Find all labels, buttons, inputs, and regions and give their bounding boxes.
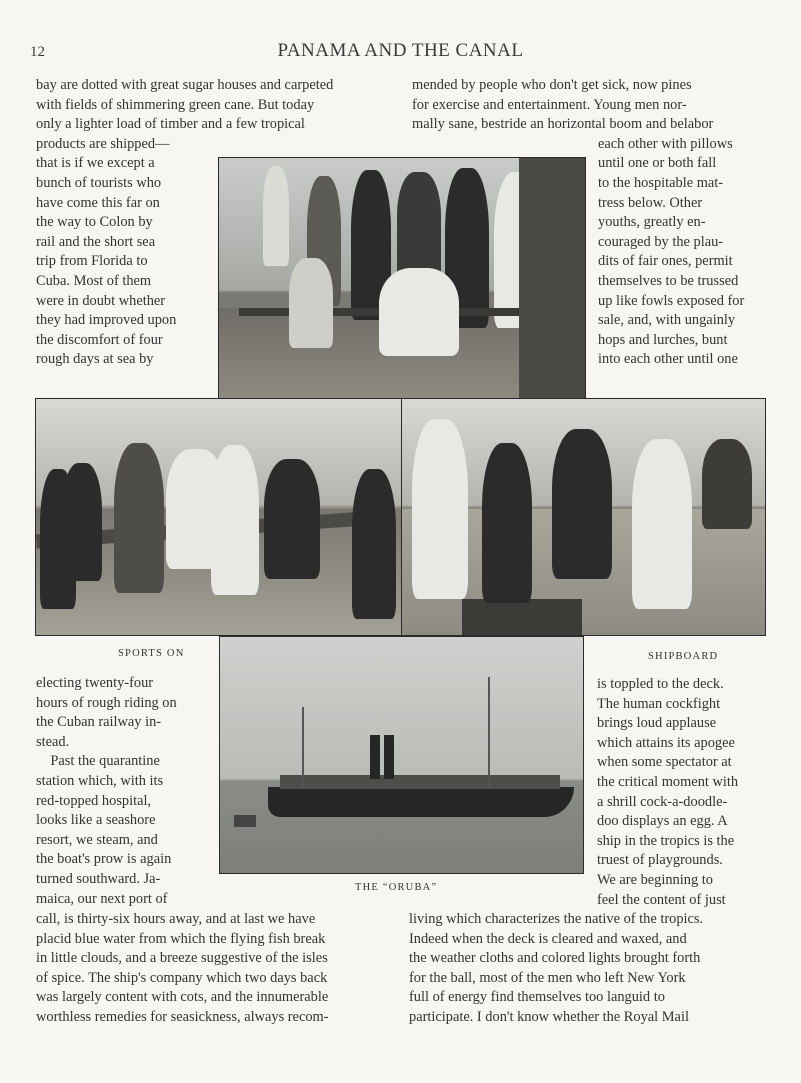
text-line: full of energy find themselves too languid to — [409, 989, 665, 1006]
text-column-left-bottom — [36, 910, 329, 1028]
page-number: 12 — [30, 44, 45, 60]
text-line: only a lighter load of timber and a few tropical — [36, 116, 305, 133]
text-line: of spice. The ship's company which two days back — [36, 969, 328, 986]
text-line: for the ball, most of the men who left New York — [409, 969, 686, 986]
text-line: We are beginning to — [597, 871, 713, 888]
text-line: rough days at sea by — [36, 351, 154, 368]
text-line: is toppled to the deck. — [597, 676, 724, 692]
text-line: the weather cloths and colored lights brought forth — [409, 950, 701, 967]
text-line: sale, and, with ungainly — [598, 312, 736, 329]
text-line: worthless remedies for seasickness, always recom- — [36, 1008, 329, 1025]
text-line: were in doubt whether — [36, 292, 166, 309]
text-line: electing twenty-four — [36, 675, 154, 691]
text-line: doo displays an egg. A — [597, 813, 728, 830]
text-line: to the hospitable mat- — [598, 174, 724, 191]
photo-trussed-contest — [35, 398, 403, 636]
text-line: themselves to be trussed — [598, 272, 739, 289]
text-column-right-top — [412, 76, 713, 135]
text-line: that is if we except a — [36, 155, 155, 172]
text-line: hops and lurches, bunt — [598, 331, 728, 348]
text-line: bunch of tourists who — [36, 174, 162, 191]
text-line: living which characterizes the native of the tropics. — [409, 911, 704, 927]
text-line: until one or both fall — [598, 155, 717, 172]
text-line: in little clouds, and a breeze suggestive of the isles — [36, 950, 328, 967]
text-line: participate. I don't know whether the Royal Mail — [409, 1008, 689, 1025]
text-line: each other with pillows — [598, 135, 733, 152]
text-line: Indeed when the deck is cleared and waxed, and — [409, 930, 687, 947]
text-line: products are shipped— — [36, 135, 170, 152]
text-line: tress below. Other — [598, 194, 703, 211]
caption-ship: THE “ORUBA” — [355, 882, 438, 893]
text-line: into each other until one — [598, 351, 738, 368]
text-line: hours of rough riding on — [36, 694, 177, 711]
text-line: truest of playgrounds. — [597, 852, 723, 869]
text-line: couraged by the plau- — [598, 233, 724, 250]
text-line: resort, we steam, and — [36, 831, 158, 848]
text-line: for exercise and entertainment. Young men nor- — [412, 96, 687, 113]
text-line: Cuba. Most of them — [36, 272, 152, 289]
text-line: which attains its apogee — [597, 734, 735, 751]
text-column-left-mid — [36, 674, 177, 909]
text-line: rail and the short sea — [36, 233, 156, 250]
text-column-right-bottom — [409, 910, 703, 1028]
photo-steamer-oruba — [219, 636, 584, 874]
text-column-right-mid — [597, 675, 738, 910]
text-line: up like fowls exposed for — [598, 292, 745, 309]
photo-deck-game — [401, 398, 766, 636]
text-line: placid blue water from which the flying fish break — [36, 930, 326, 947]
text-line: dits of fair ones, permit — [598, 253, 733, 270]
text-line: turned southward. Ja- — [36, 870, 161, 887]
text-column-right-narrow — [598, 135, 744, 370]
text-line: The human cockfight — [597, 695, 721, 712]
text-line: the critical moment with — [597, 773, 739, 790]
text-line: trip from Florida to — [36, 253, 148, 270]
text-line: with fields of shimmering green cane. But today — [36, 96, 315, 113]
text-line: the Cuban railway in- — [36, 714, 162, 731]
text-line: bay are dotted with great sugar houses and carpeted — [36, 77, 334, 93]
text-line: station which, with its — [36, 772, 164, 789]
text-line: feel the content of just — [597, 891, 726, 908]
running-head: PANAMA AND THE CANAL — [277, 40, 524, 61]
text-line: they had improved upon — [36, 312, 177, 329]
text-line: mended by people who don't get sick, now pines — [412, 77, 692, 93]
text-line: maica, our next port of — [36, 890, 168, 907]
text-line: mally sane, bestride an horizontal boom and belabor — [412, 116, 714, 133]
text-line: red-topped hospital, — [36, 792, 152, 809]
text-line: youths, greatly en- — [598, 214, 706, 231]
text-line: when some spectator at — [597, 754, 732, 771]
text-line: Past the quarantine — [36, 753, 160, 770]
caption-left: SPORTS ON — [118, 648, 185, 659]
caption-right: SHIPBOARD — [648, 651, 719, 662]
text-line: the boat's prow is again — [36, 851, 172, 868]
photo-pillow-fight — [218, 157, 586, 399]
text-line: the way to Colon by — [36, 214, 153, 231]
text-line: have come this far on — [36, 194, 160, 211]
text-line: was largely content with cots, and the innumerable — [36, 989, 329, 1006]
text-line: a shrill cock-a-doodle- — [597, 793, 728, 810]
text-line: the discomfort of four — [36, 331, 163, 348]
text-line: looks like a seashore — [36, 812, 156, 829]
text-line: brings loud applause — [597, 715, 717, 732]
text-line: stead. — [36, 733, 70, 750]
text-line: ship in the tropics is the — [597, 832, 735, 849]
text-line: call, is thirty-six hours away, and at last we have — [36, 911, 316, 927]
